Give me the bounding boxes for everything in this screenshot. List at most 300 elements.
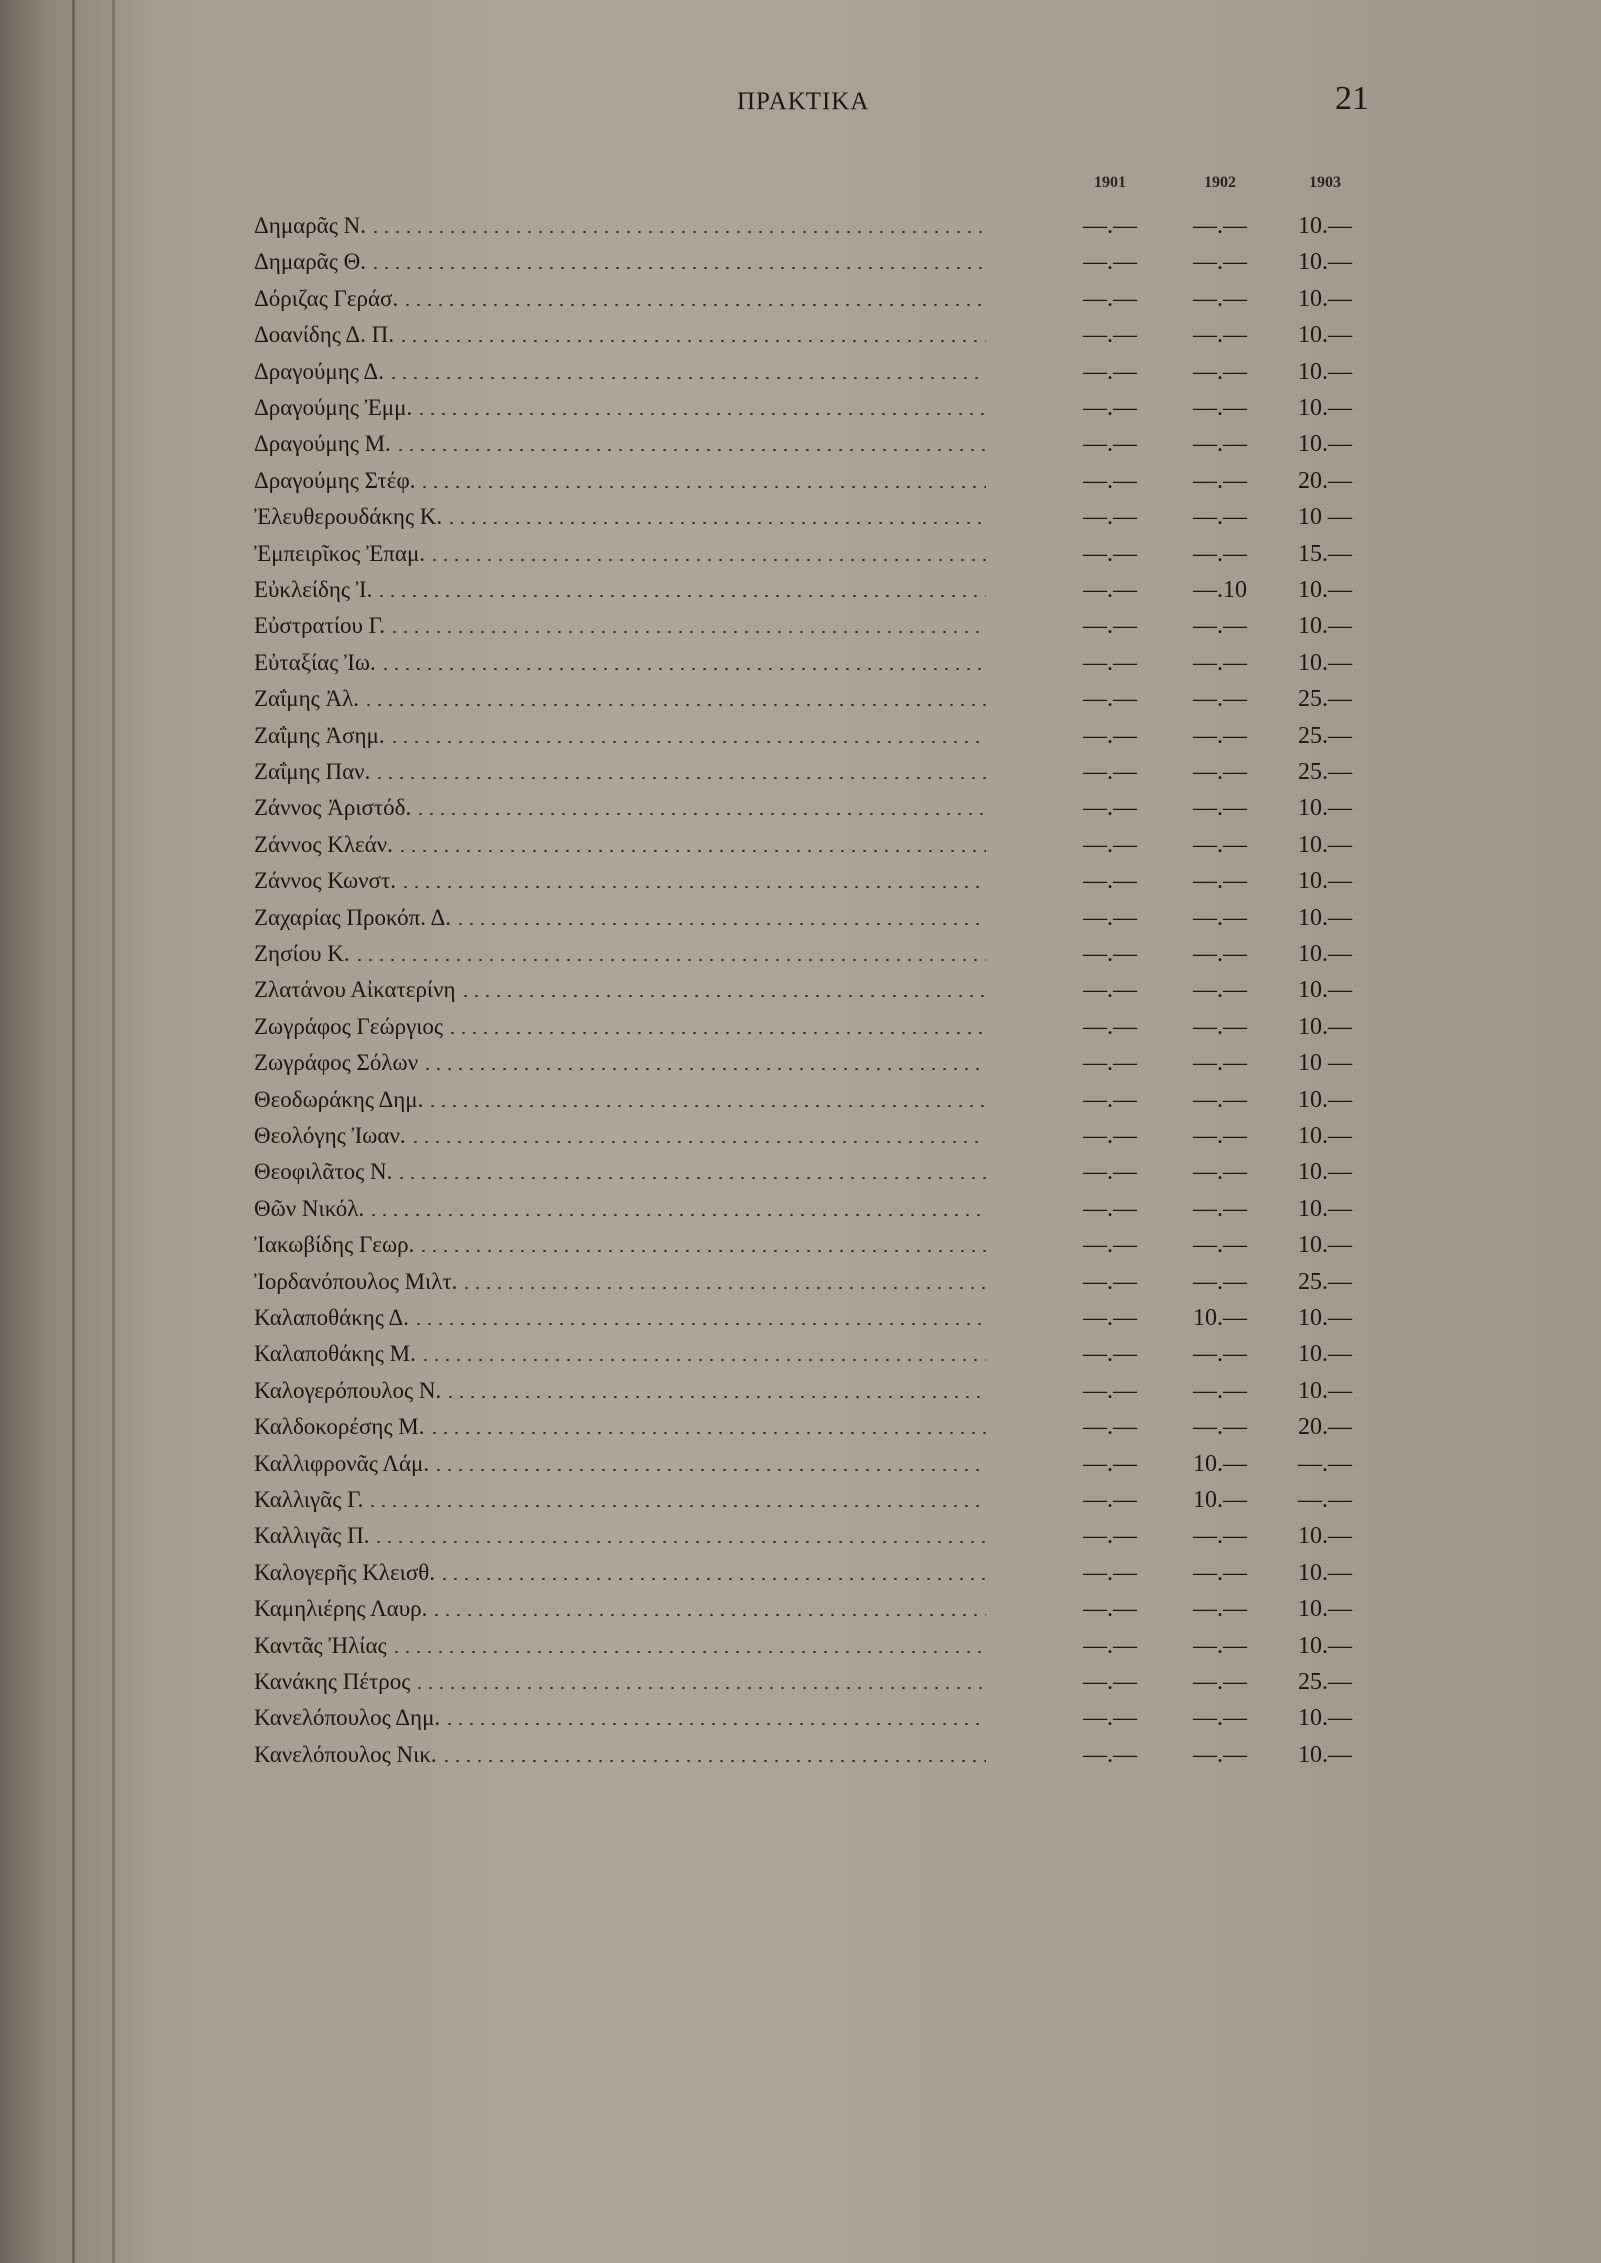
amount-1901: —.— [1083,1049,1137,1076]
page-number: 21 [1335,80,1369,117]
subscriber-name: Κανάκης Πέτρος [254,1669,411,1694]
amount-1901: —.— [1083,576,1137,603]
amount-1903: 10.— [1298,1195,1352,1222]
amount-1903: 10.— [1298,794,1352,821]
subscriber-name: Δημαρᾶς Θ. [254,249,366,274]
amount-1902: —.— [1193,1668,1247,1695]
subscriber-name-cell [254,463,986,499]
amount-1902: —.— [1193,649,1247,676]
amount-1902: —.— [1193,1413,1247,1440]
table-row [0,1737,1601,1773]
subscriber-name-cell [254,1264,986,1300]
subscriber-name: Ζλατάνου Αἰκατερίνη [254,977,456,1002]
dot-leader [391,1651,986,1653]
subscriber-name-cell [254,244,986,280]
amount-1902: —.— [1193,831,1247,858]
subscriber-name: Καμηλιέρης Λαυρ. [254,1596,428,1621]
dot-leader [397,850,986,852]
table-row [0,463,1601,499]
dot-leader [460,995,986,997]
amount-1903: 10.— [1298,285,1352,312]
table-row [0,317,1601,353]
amount-1902: —.— [1193,758,1247,785]
subscriber-name-cell [254,390,986,426]
amount-1903: 10.— [1298,430,1352,457]
amount-1903: 25.— [1298,1268,1352,1295]
subscriber-name-cell [254,863,986,899]
amount-1902: —.— [1193,1595,1247,1622]
amount-1902: —.— [1193,1632,1247,1659]
dot-leader [433,1469,986,1471]
subscriber-name: Ζησίου Κ. [254,941,350,966]
dot-leader [431,1614,986,1616]
subscriber-name: Θεοφιλᾶτος Ν. [254,1159,393,1184]
amount-1903: 10.— [1298,321,1352,348]
column-header-year: 1901 [1094,174,1126,191]
amount-1901: —.— [1083,1340,1137,1367]
amount-1901: —.— [1083,758,1137,785]
amount-1902: —.— [1193,1122,1247,1149]
table-row [0,281,1601,317]
amount-1902: —.— [1193,1086,1247,1113]
amount-1903: 10.— [1298,1632,1352,1659]
subscriber-name: Ζάννος Ἀριστόδ. [254,795,412,820]
dot-leader [374,777,986,779]
subscriber-name: Ζωγράφος Σόλων [254,1050,419,1075]
amount-1903: 10.— [1298,1704,1352,1731]
table-row [0,1518,1601,1554]
running-head: ΠΡΑΚΤΙΚΑ [737,88,870,115]
amount-1903: 10.— [1298,1158,1352,1185]
table-row [0,572,1601,608]
table-row [0,1409,1601,1445]
amount-1902: 10.— [1193,1450,1247,1477]
table-row [0,1591,1601,1627]
amount-1902: —.— [1193,1741,1247,1768]
subscriber-name: Καλδοκορέσης Μ. [254,1414,425,1439]
subscriber-name: Θῶν Νικόλ. [254,1196,365,1221]
subscriber-name: Ζαΐμης Ἀλ. [254,686,360,711]
table-row [0,1300,1601,1336]
subscriber-name-cell [254,1336,986,1372]
amount-1901: —.— [1083,1268,1137,1295]
amount-1901: —.— [1083,1231,1137,1258]
amount-1901: —.— [1083,612,1137,639]
amount-1903: 10.— [1298,212,1352,239]
dot-leader [354,959,986,961]
dot-leader [396,1177,986,1179]
amount-1902: 10.— [1193,1486,1247,1513]
subscriber-name-cell [254,1628,986,1664]
amount-1901: —.— [1083,285,1137,312]
dot-leader [429,559,986,561]
amount-1902: —.— [1193,1195,1247,1222]
amount-1902: —.— [1193,612,1247,639]
amount-1903: 10.— [1298,1377,1352,1404]
table-row [0,863,1601,899]
dot-leader [439,1578,986,1580]
amount-1902: —.— [1193,503,1247,530]
table-row [0,1118,1601,1154]
amount-1903: 10.— [1298,394,1352,421]
amount-1901: —.— [1083,867,1137,894]
subscriber-name: Δραγούμης Στέφ. [254,468,416,493]
amount-1902: 10.— [1193,1304,1247,1331]
table-row [0,1373,1601,1409]
amount-1901: —.— [1083,1704,1137,1731]
amount-1902: —.— [1193,685,1247,712]
table-row [0,536,1601,572]
dot-leader [416,413,986,415]
subscriber-name-cell [254,681,986,717]
table-row [0,645,1601,681]
amount-1901: —.— [1083,1450,1137,1477]
amount-1903: 10.— [1298,1340,1352,1367]
subscriber-name: Ἐμπειρῖκος Ἐπαμ. [254,541,426,566]
subscriber-name: Θεολόγης Ἰωαν. [254,1123,406,1148]
amount-1902: —.— [1193,1013,1247,1040]
amount-1903: 10.— [1298,1559,1352,1586]
dot-leader [418,1250,986,1252]
amount-1901: —.— [1083,831,1137,858]
amount-1903: 15.— [1298,540,1352,567]
table-row [0,390,1601,426]
subscriber-name: Ζωγράφος Γεώργιος [254,1014,444,1039]
amount-1901: —.— [1083,1595,1137,1622]
subscriber-name-cell [254,1555,986,1591]
amount-1903: 10.— [1298,940,1352,967]
subscriber-name-cell [254,1227,986,1263]
table-row [0,1555,1601,1591]
table-row [0,499,1601,535]
subscriber-name-cell [254,754,986,790]
subscriber-name-cell [254,936,986,972]
subscriber-name: Καντᾶς Ἠλίας [254,1633,387,1658]
subscriber-name: Ζάννος Κωνστ. [254,868,396,893]
amount-1903: 10.— [1298,1595,1352,1622]
subscriber-name: Καλογερόπουλος Ν. [254,1378,442,1403]
subscriber-name-cell [254,1045,986,1081]
amount-1902: —.— [1193,976,1247,1003]
amount-1902: —.10 [1193,576,1247,603]
subscriber-name-cell [254,1118,986,1154]
subscriber-name-cell [254,1409,986,1445]
amount-1901: —.— [1083,685,1137,712]
amount-1902: —.— [1193,1231,1247,1258]
amount-1901: —.— [1083,1377,1137,1404]
subscriber-name-cell [254,426,986,462]
subscriber-name-cell [254,499,986,535]
amount-1901: —.— [1083,248,1137,275]
subscriber-name: Κανελόπουλος Νικ. [254,1742,437,1767]
amount-1901: —.— [1083,1158,1137,1185]
subscriber-name: Δόριζας Γεράσ. [254,286,399,311]
amount-1903: 10.— [1298,1122,1352,1149]
dot-leader [389,741,986,743]
subscriber-name-cell [254,536,986,572]
amount-1903: 10.— [1298,248,1352,275]
amount-1902: —.— [1193,1522,1247,1549]
subscriber-name-cell [254,1518,986,1554]
amount-1901: —.— [1083,1122,1137,1149]
table-row [0,608,1601,644]
subscriber-name-cell [254,1082,986,1118]
amount-1902: —.— [1193,940,1247,967]
amount-1903: 10 — [1298,503,1352,530]
dot-leader [380,668,986,670]
amount-1901: —.— [1083,1668,1137,1695]
amount-1901: —.— [1083,940,1137,967]
dot-leader [461,1287,986,1289]
table-row [0,1264,1601,1300]
subscriber-name-cell [254,281,986,317]
subscriber-name-cell [254,1446,986,1482]
column-header-year: 1902 [1204,174,1236,191]
amount-1901: —.— [1083,321,1137,348]
subscriber-name: Θεοδωράκης Δημ. [254,1087,424,1112]
amount-1903: 10.— [1298,649,1352,676]
column-header-year: 1903 [1309,174,1341,191]
table-row [0,1628,1601,1664]
table-row [0,1227,1601,1263]
subscriber-name: Καλαποθάκης Δ. [254,1305,409,1330]
amount-1902: —.— [1193,430,1247,457]
dot-leader [367,1505,986,1507]
amount-1903: 10 — [1298,1049,1352,1076]
subscriber-name: Εὐστρατίου Γ. [254,613,385,638]
dot-leader [427,1105,986,1107]
amount-1902: —.— [1193,1704,1247,1731]
amount-1902: —.— [1193,1049,1247,1076]
amount-1901: —.— [1083,212,1137,239]
table-row [0,1191,1601,1227]
table-row [0,426,1601,462]
amount-1901: —.— [1083,358,1137,385]
subscriber-name: Δημαρᾶς Ν. [254,213,366,238]
amount-1901: —.— [1083,722,1137,749]
amount-1901: —.— [1083,649,1137,676]
subscriber-name-cell [254,1482,986,1518]
dot-leader [395,449,986,451]
subscriber-name-cell [254,1664,986,1700]
amount-1902: —.— [1193,321,1247,348]
amount-1902: —.— [1193,467,1247,494]
subscriber-name-cell [254,718,986,754]
dot-leader [429,1432,986,1434]
subscriber-name-cell [254,1591,986,1627]
amount-1901: —.— [1083,394,1137,421]
table-row [0,1154,1601,1190]
amount-1901: —.— [1083,1741,1137,1768]
dot-leader [414,1687,986,1689]
amount-1901: —.— [1083,1413,1137,1440]
amount-1903: —.— [1298,1450,1352,1477]
subscriber-name-cell [254,1737,986,1773]
subscriber-name-cell [254,208,986,244]
dot-leader [376,595,986,597]
amount-1903: 25.— [1298,758,1352,785]
amount-1901: —.— [1083,1086,1137,1113]
subscriber-name: Δραγούμης Δ. [254,359,384,384]
dot-leader [389,631,986,633]
subscriber-name-cell [254,827,986,863]
amount-1902: —.— [1193,794,1247,821]
amount-1903: 10.— [1298,1741,1352,1768]
subscriber-name: Ἐλευθερουδάκης Κ. [254,504,443,529]
table-row [0,244,1601,280]
subscriber-name-cell [254,1300,986,1336]
table-row [0,1446,1601,1482]
amount-1903: 10.— [1298,612,1352,639]
table-row [0,354,1601,390]
amount-1903: 10.— [1298,831,1352,858]
subscriber-name: Κανελόπουλος Δημ. [254,1705,441,1730]
amount-1903: 10.— [1298,867,1352,894]
table-row [0,208,1601,244]
amount-1901: —.— [1083,467,1137,494]
dot-leader [398,340,986,342]
dot-leader [370,231,986,233]
subscriber-name: Εὐταξίας Ἰω. [254,650,376,675]
table-row [0,1009,1601,1045]
amount-1903: 10.— [1298,1522,1352,1549]
subscriber-name: Ζαχαρίας Προκόπ. Δ. [254,905,451,930]
subscriber-name: Ἰακωβίδης Γεωρ. [254,1232,415,1257]
subscriber-name-cell [254,645,986,681]
table-row [0,681,1601,717]
dot-leader [420,1359,986,1361]
amount-1902: —.— [1193,867,1247,894]
subscriber-name-cell [254,1009,986,1045]
amount-1903: 25.— [1298,1668,1352,1695]
subscriber-name-cell [254,1373,986,1409]
amount-1901: —.— [1083,1195,1137,1222]
amount-1903: 10.— [1298,976,1352,1003]
table-row [0,790,1601,826]
amount-1903: 10.— [1298,1086,1352,1113]
amount-1903: —.— [1298,1486,1352,1513]
subscriber-name: Δραγούμης Μ. [254,431,391,456]
subscriber-name: Καλλιγᾶς Γ. [254,1487,364,1512]
table-row [0,1482,1601,1518]
dot-leader [400,886,986,888]
dot-leader [415,813,986,815]
amount-1903: 25.— [1298,685,1352,712]
subscriber-name: Ἰορδανόπουλος Μιλτ. [254,1269,458,1294]
dot-leader [368,1214,986,1216]
table-row [0,972,1601,1008]
amount-1901: —.— [1083,976,1137,1003]
amount-1902: —.— [1193,1158,1247,1185]
amount-1903: 25.— [1298,722,1352,749]
amount-1901: —.— [1083,540,1137,567]
amount-1903: 10.— [1298,576,1352,603]
subscriber-name: Καλλιφρονᾶς Λάμ. [254,1451,430,1476]
table-row [0,718,1601,754]
amount-1902: —.— [1193,212,1247,239]
table-row [0,1664,1601,1700]
amount-1901: —.— [1083,1304,1137,1331]
subscriber-name-cell [254,790,986,826]
subscriber-name: Καλλιγᾶς Π. [254,1523,370,1548]
amount-1903: 20.— [1298,467,1352,494]
amount-1902: —.— [1193,285,1247,312]
amount-1903: 10.— [1298,358,1352,385]
subscriber-name: Δοανίδης Δ. Π. [254,322,395,347]
subscriber-name-cell [254,900,986,936]
amount-1903: 20.— [1298,1413,1352,1440]
dot-leader [373,1541,986,1543]
amount-1902: —.— [1193,248,1247,275]
table-row [0,754,1601,790]
subscriber-name: Δραγούμης Ἐμμ. [254,395,413,420]
subscriber-name-cell [254,572,986,608]
amount-1901: —.— [1083,1013,1137,1040]
subscriber-name-cell [254,354,986,390]
amount-1901: —.— [1083,904,1137,931]
amount-1901: —.— [1083,503,1137,530]
amount-1903: 10.— [1298,1231,1352,1258]
dot-leader [444,1723,986,1725]
subscriber-name: Καλογερῆς Κλεισθ. [254,1560,436,1585]
dot-leader [410,1141,986,1143]
dot-leader [370,267,986,269]
subscriber-name-cell [254,1154,986,1190]
amount-1903: 10.— [1298,904,1352,931]
dot-leader [446,522,986,524]
subscriber-name: Εὐκλείδης Ἰ. [254,577,373,602]
subscriber-name-cell [254,1191,986,1227]
subscriber-name-cell [254,317,986,353]
dot-leader [402,304,986,306]
subscriber-name-cell [254,1700,986,1736]
subscriber-name-cell [254,972,986,1008]
amount-1902: —.— [1193,1377,1247,1404]
table-row [0,1082,1601,1118]
dot-leader [413,1323,986,1325]
dot-leader [447,1032,986,1034]
amount-1901: —.— [1083,430,1137,457]
dot-leader [419,486,986,488]
amount-1902: —.— [1193,540,1247,567]
table-row [0,936,1601,972]
subscriber-name-cell [254,608,986,644]
amount-1901: —.— [1083,794,1137,821]
amount-1901: —.— [1083,1632,1137,1659]
dot-leader [455,923,986,925]
amount-1902: —.— [1193,904,1247,931]
amount-1902: —.— [1193,722,1247,749]
amount-1901: —.— [1083,1486,1137,1513]
amount-1901: —.— [1083,1559,1137,1586]
table-row [0,1700,1601,1736]
table-row [0,900,1601,936]
table-row [0,1336,1601,1372]
subscriber-name: Ζάννος Κλεάν. [254,832,393,857]
amount-1901: —.— [1083,1522,1137,1549]
amount-1902: —.— [1193,1268,1247,1295]
subscriber-name: Ζαΐμης Παν. [254,759,371,784]
dot-leader [388,377,986,379]
amount-1902: —.— [1193,1559,1247,1586]
subscriber-name: Ζαΐμης Ἀσημ. [254,723,385,748]
dot-leader [445,1396,986,1398]
dot-leader [363,704,986,706]
amount-1902: —.— [1193,1340,1247,1367]
table-row [0,1045,1601,1081]
amount-1902: —.— [1193,394,1247,421]
dot-leader [422,1068,986,1070]
